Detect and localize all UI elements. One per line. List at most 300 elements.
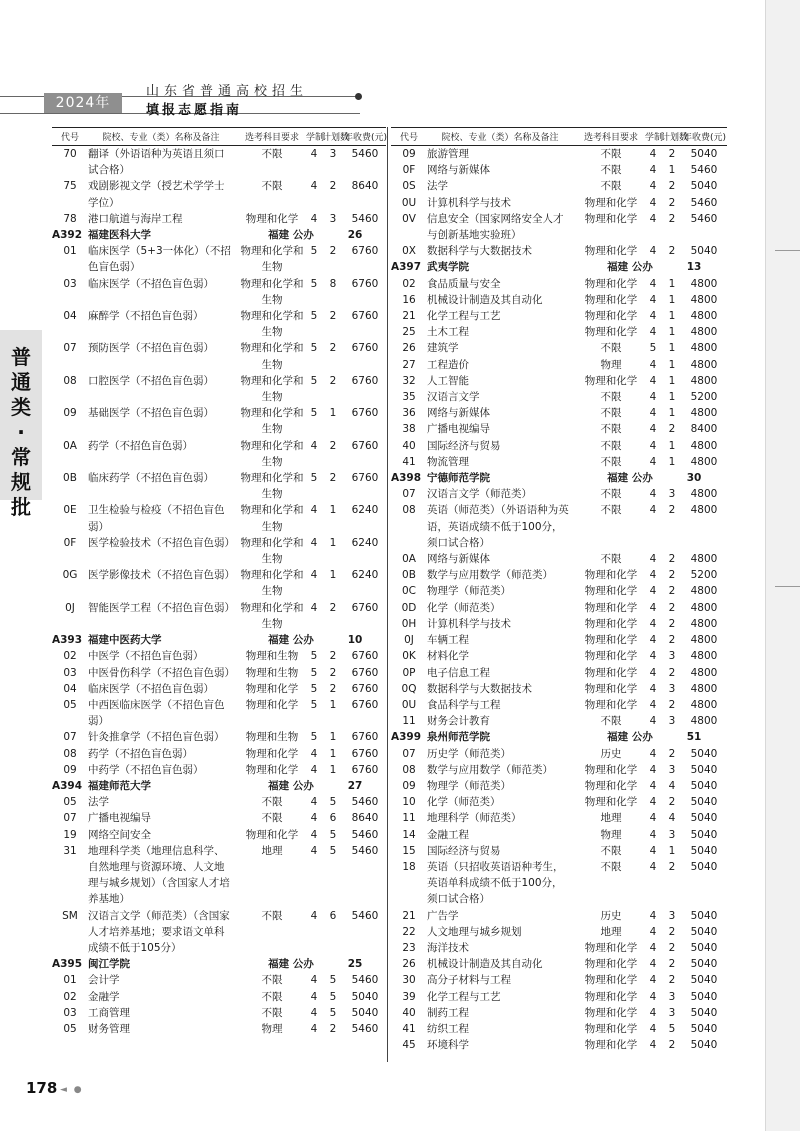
table-row — [391, 616, 727, 632]
major-code: 05 — [63, 698, 77, 711]
program-length: 4 — [649, 504, 657, 517]
major-code: 07 — [63, 812, 77, 825]
school-plan-total: 26 — [347, 229, 363, 242]
major-name: 数据科学与大数据技术 — [427, 682, 532, 695]
annual-fee: 5040 — [690, 925, 718, 938]
plan-count: 1 — [668, 293, 676, 306]
major-code: 0A — [402, 553, 416, 566]
major-name: 人工智能 — [427, 374, 469, 387]
table-row — [52, 470, 386, 502]
page-edge-shadow — [765, 0, 800, 1131]
program-length: 4 — [310, 1006, 318, 1019]
school-row — [391, 259, 727, 275]
subject-requirement: 物理和化学 — [584, 196, 638, 209]
table-row — [391, 195, 727, 211]
major-code: 07 — [63, 342, 77, 355]
program-length: 4 — [310, 796, 318, 809]
annual-fee: 5040 — [690, 860, 718, 873]
school-type: 福建 公办 — [607, 261, 653, 274]
table-row — [52, 373, 386, 405]
annual-fee: 6240 — [351, 569, 379, 582]
table-header — [391, 127, 727, 146]
major-name: 广播电视编导 — [88, 812, 151, 825]
major-code: 0P — [402, 666, 416, 679]
plan-count: 2 — [668, 245, 676, 258]
annual-fee: 4800 — [690, 277, 718, 290]
major-code: 0U — [401, 698, 417, 711]
plan-count: 5 — [329, 990, 337, 1003]
table-row — [391, 486, 727, 502]
subject-requirement: 不限 — [261, 796, 283, 809]
plan-count: 2 — [668, 974, 676, 987]
major-name: 广告学 — [427, 909, 459, 922]
annual-fee: 4800 — [690, 601, 718, 614]
major-name: 化学（师范类） — [427, 796, 501, 809]
major-name: 电子信息工程 — [427, 666, 490, 679]
subject-requirement: 不限 — [261, 180, 283, 193]
annual-fee: 6760 — [351, 310, 379, 323]
major-name: 食品质量与安全 — [427, 277, 501, 290]
table-right — [391, 127, 727, 1053]
table-row — [52, 843, 386, 908]
annual-fee: 5040 — [690, 958, 718, 971]
annual-fee: 5040 — [690, 941, 718, 954]
subject-requirement: 不限 — [600, 488, 622, 501]
major-name: 环境科学 — [427, 1039, 469, 1052]
major-name: 历史学（师范类） — [427, 747, 511, 760]
subject-requirement: 不限 — [261, 1006, 283, 1019]
program-length: 4 — [649, 180, 657, 193]
annual-fee: 5040 — [351, 990, 379, 1003]
major-code: 31 — [63, 844, 77, 857]
school-name: 闽江学院 — [88, 958, 130, 971]
subject-requirement: 物理和化学 — [584, 990, 638, 1003]
annual-fee: 6760 — [351, 472, 379, 485]
table-row — [52, 729, 386, 745]
program-length: 4 — [310, 763, 318, 776]
major-name: 地理科学（师范类） — [427, 812, 522, 825]
table-row — [391, 324, 727, 340]
program-length: 5 — [310, 650, 318, 663]
table-row — [52, 972, 386, 988]
major-name: 医学检验技术（不招色盲色弱） — [88, 536, 235, 549]
table-row — [391, 1021, 727, 1037]
table-row — [391, 843, 727, 859]
table-row — [391, 292, 727, 308]
table-row — [391, 438, 727, 454]
header-code: 代号 — [60, 133, 79, 143]
table-body — [52, 146, 386, 1037]
subject-requirement: 物理和化学 — [584, 326, 638, 339]
subject-requirement: 不限 — [600, 504, 622, 517]
major-code: 0V — [402, 212, 416, 225]
major-name: 工商管理 — [88, 1006, 130, 1019]
subject-requirement: 物理和化学 — [245, 682, 299, 695]
annual-fee: 5200 — [690, 569, 718, 582]
header-dot — [355, 93, 362, 100]
table-row — [52, 405, 386, 437]
school-code: A397 — [391, 261, 422, 274]
plan-count: 2 — [668, 196, 676, 209]
header-length: 学制 — [645, 133, 664, 143]
major-code: 0D — [401, 601, 417, 614]
major-name: 预防医学（不招色盲色弱） — [88, 342, 214, 355]
table-row — [391, 648, 727, 664]
annual-fee: 5200 — [690, 391, 718, 404]
table-row — [52, 746, 386, 762]
annual-fee: 6760 — [351, 342, 379, 355]
subject-requirement: 地理 — [600, 812, 622, 825]
major-name: 财务管理 — [88, 1022, 130, 1035]
major-code: 0U — [401, 196, 417, 209]
subject-requirement: 不限 — [261, 148, 283, 160]
subject-requirement: 物理和化学和生物 — [240, 504, 304, 533]
table-row — [52, 438, 386, 470]
plan-count: 2 — [668, 617, 676, 630]
annual-fee: 5040 — [690, 1006, 718, 1019]
side-label: 普通类·常规批 — [11, 345, 31, 519]
annual-fee: 5460 — [351, 844, 379, 857]
program-length: 5 — [310, 682, 318, 695]
year-badge: 2024年 — [44, 93, 122, 113]
major-code: 03 — [63, 277, 77, 290]
program-length: 4 — [649, 974, 657, 987]
table-row — [52, 308, 386, 340]
annual-fee: 4800 — [690, 585, 718, 598]
subject-requirement: 物理和化学 — [584, 585, 638, 598]
program-length: 4 — [649, 164, 657, 177]
annual-fee: 5460 — [690, 212, 718, 225]
major-name: 卫生检验与检疫（不招色盲色弱） — [88, 504, 225, 533]
table-row — [52, 211, 386, 227]
major-name: 财务会计教育 — [427, 715, 490, 728]
program-length: 4 — [649, 488, 657, 501]
subject-requirement: 物理和化学 — [245, 747, 299, 760]
major-code: 08 — [402, 504, 416, 517]
subject-requirement: 物理和化学 — [584, 601, 638, 614]
major-code: 04 — [63, 310, 77, 323]
plan-count: 3 — [329, 212, 337, 225]
plan-count: 2 — [668, 634, 676, 647]
program-length: 4 — [310, 504, 318, 517]
school-row — [391, 729, 727, 745]
edge-mark — [775, 250, 800, 251]
plan-count: 3 — [668, 715, 676, 728]
subject-requirement: 物理和化学 — [584, 569, 638, 582]
table-row — [391, 746, 727, 762]
plan-count: 1 — [668, 342, 676, 355]
major-name: 临床医学（5+3一体化）（不招色盲色弱） — [88, 245, 231, 274]
school-plan-total: 25 — [347, 958, 363, 971]
annual-fee: 5460 — [351, 212, 379, 225]
school-plan-total: 13 — [686, 261, 702, 274]
school-code: A394 — [52, 779, 83, 792]
annual-fee: 4800 — [690, 488, 718, 501]
major-code: 39 — [402, 990, 416, 1003]
major-name: 化学工程与工艺 — [427, 310, 501, 323]
subject-requirement: 历史 — [600, 909, 622, 922]
program-length: 4 — [649, 682, 657, 695]
plan-count: 2 — [668, 796, 676, 809]
program-length: 4 — [649, 909, 657, 922]
annual-fee: 5460 — [351, 909, 379, 922]
major-code: 0H — [401, 617, 417, 630]
major-name: 英语（只招收英语语种考生，英语单科成绩不低于100分，须口试合格） — [427, 860, 564, 906]
table-left — [52, 127, 386, 1037]
school-code: A392 — [52, 229, 83, 242]
table-row — [391, 810, 727, 826]
annual-fee: 5040 — [351, 1006, 379, 1019]
school-row — [52, 778, 386, 794]
plan-count: 3 — [668, 763, 676, 776]
major-code: 25 — [402, 326, 416, 339]
subject-requirement: 物理和化学 — [584, 958, 638, 971]
plan-count: 5 — [329, 1006, 337, 1019]
subject-requirement: 不限 — [600, 342, 622, 355]
table-row — [52, 697, 386, 729]
header-title-line1: 山东省普通高校招生 — [146, 84, 309, 99]
subject-requirement: 物理和化学 — [584, 779, 638, 792]
subject-requirement: 不限 — [600, 164, 622, 177]
annual-fee: 5040 — [690, 1039, 718, 1052]
subject-requirement: 物理 — [600, 828, 622, 841]
major-name: 口腔医学（不招色盲色弱） — [88, 374, 214, 387]
program-length: 4 — [649, 812, 657, 825]
school-type: 福建 公办 — [607, 731, 653, 744]
table-row — [391, 583, 727, 599]
major-name: 临床医学（不招色盲色弱） — [88, 277, 214, 290]
subject-requirement: 物理和化学 — [245, 698, 299, 711]
major-name: 旅游管理 — [427, 148, 469, 160]
program-length: 5 — [310, 698, 318, 711]
major-code: 16 — [402, 293, 416, 306]
major-name: 汉语言文学（师范类） — [427, 488, 532, 501]
table-row — [391, 956, 727, 972]
major-code: 09 — [63, 407, 77, 420]
plan-count: 2 — [668, 747, 676, 760]
table-row — [391, 1005, 727, 1021]
table-row — [391, 713, 727, 729]
major-code: 11 — [402, 812, 416, 825]
table-row — [52, 762, 386, 778]
major-code: 0Q — [401, 682, 417, 695]
program-length: 4 — [310, 212, 318, 225]
plan-count: 1 — [329, 763, 337, 776]
subject-requirement: 物理和化学和生物 — [240, 374, 304, 404]
major-code: 0S — [402, 180, 416, 193]
major-name: 中医骨伤科学（不招色盲色弱） — [88, 666, 235, 679]
annual-fee: 6760 — [351, 763, 379, 776]
table-row — [391, 762, 727, 778]
major-code: 26 — [402, 958, 416, 971]
plan-count: 6 — [329, 812, 337, 825]
major-code: 14 — [402, 828, 416, 841]
subject-requirement: 物理和化学和生物 — [240, 310, 304, 339]
annual-fee: 6760 — [351, 439, 379, 452]
major-name: 国际经济与贸易 — [427, 844, 501, 857]
plan-count: 8 — [329, 277, 337, 290]
major-code: 75 — [63, 180, 77, 193]
page-number-decoration: ◄ ● — [60, 1085, 84, 1095]
annual-fee: 5040 — [690, 796, 718, 809]
major-code: 0E — [63, 504, 77, 517]
major-name: 数学与应用数学（师范类） — [427, 763, 553, 776]
table-row — [391, 373, 727, 389]
major-code: 08 — [402, 763, 416, 776]
subject-requirement: 物理和化学 — [584, 245, 638, 258]
header-code: 代号 — [399, 133, 418, 143]
subject-requirement: 物理和化学 — [584, 650, 638, 663]
subject-requirement: 不限 — [600, 180, 622, 193]
major-code: 26 — [402, 342, 416, 355]
major-name: 网络空间安全 — [88, 828, 151, 841]
program-length: 4 — [649, 245, 657, 258]
program-length: 4 — [310, 1022, 318, 1035]
table-row — [391, 1037, 727, 1053]
subject-requirement: 物理和化学 — [584, 374, 638, 387]
annual-fee: 4800 — [690, 374, 718, 387]
major-name: 医学影像技术（不招色盲色弱） — [88, 569, 235, 582]
annual-fee: 5040 — [690, 148, 718, 160]
subject-requirement: 物理和化学 — [584, 310, 638, 323]
plan-count: 1 — [329, 569, 337, 582]
subject-requirement: 不限 — [600, 844, 622, 857]
program-length: 5 — [649, 342, 657, 355]
program-length: 4 — [310, 536, 318, 549]
major-name: 法学 — [88, 796, 109, 809]
table-row — [391, 794, 727, 810]
table-row — [391, 827, 727, 843]
major-name: 港口航道与海岸工程 — [88, 212, 183, 225]
major-code: 78 — [63, 212, 77, 225]
program-length: 4 — [649, 407, 657, 420]
major-code: 0B — [63, 472, 77, 485]
school-name: 武夷学院 — [427, 261, 469, 274]
program-length: 4 — [310, 601, 318, 614]
plan-count: 1 — [668, 326, 676, 339]
plan-count: 5 — [668, 1022, 676, 1035]
annual-fee: 5040 — [690, 779, 718, 792]
subject-requirement: 物理和化学和生物 — [240, 536, 304, 566]
major-name: 海洋技术 — [427, 941, 469, 954]
program-length: 4 — [649, 212, 657, 225]
program-length: 4 — [649, 779, 657, 792]
annual-fee: 5040 — [690, 1022, 718, 1035]
major-code: 0K — [402, 650, 416, 663]
table-row — [391, 357, 727, 373]
annual-fee: 6760 — [351, 407, 379, 420]
plan-count: 2 — [668, 958, 676, 971]
major-code: 01 — [63, 974, 77, 987]
program-length: 4 — [649, 569, 657, 582]
table-row — [391, 551, 727, 567]
program-length: 5 — [310, 245, 318, 258]
major-name: 建筑学 — [427, 342, 459, 355]
subject-requirement: 不限 — [261, 990, 283, 1003]
subject-requirement: 物理和生物 — [245, 650, 299, 663]
plan-count: 2 — [329, 245, 337, 258]
table-row — [52, 1021, 386, 1037]
plan-count: 4 — [668, 779, 676, 792]
plan-count: 3 — [668, 650, 676, 663]
plan-count: 3 — [668, 828, 676, 841]
school-name: 宁德师范学院 — [427, 472, 490, 485]
program-length: 4 — [310, 844, 318, 857]
table-row — [391, 778, 727, 794]
major-code: 0G — [62, 569, 78, 582]
major-code: 0J — [65, 601, 75, 614]
plan-count: 2 — [668, 925, 676, 938]
plan-count: 2 — [329, 601, 337, 614]
major-name: 地理科学类（地理信息科学、自然地理与资源环境、人文地理与城乡规划）（含国家人才培养基地） — [88, 844, 230, 906]
annual-fee: 5460 — [351, 828, 379, 841]
plan-count: 2 — [329, 374, 337, 387]
subject-requirement: 地理 — [600, 925, 622, 938]
major-code: 0B — [402, 569, 416, 582]
subject-requirement: 不限 — [600, 455, 622, 468]
program-length: 4 — [649, 828, 657, 841]
annual-fee: 4800 — [690, 310, 718, 323]
program-length: 4 — [649, 293, 657, 306]
major-code: 32 — [402, 374, 416, 387]
major-code: 02 — [63, 650, 77, 663]
table-row — [391, 697, 727, 713]
subject-requirement: 物理和化学 — [584, 634, 638, 647]
subject-requirement: 物理和化学 — [584, 941, 638, 954]
plan-count: 2 — [329, 310, 337, 323]
table-row — [52, 794, 386, 810]
plan-count: 1 — [329, 536, 337, 549]
major-code: 02 — [402, 277, 416, 290]
header-subject: 选考科目要求 — [583, 133, 638, 143]
major-name: 国际经济与贸易 — [427, 439, 501, 452]
subject-requirement: 物理和化学 — [584, 763, 638, 776]
plan-count: 2 — [329, 1022, 337, 1035]
table-row — [391, 940, 727, 956]
header-name: 院校、专业（类）名称及备注 — [441, 133, 559, 143]
major-name: 食品科学与工程 — [427, 698, 501, 711]
major-name: 计算机科学与技术 — [427, 617, 511, 630]
subject-requirement: 物理和化学和生物 — [240, 407, 304, 436]
plan-count: 5 — [329, 844, 337, 857]
program-length: 4 — [649, 148, 657, 160]
table-row — [52, 600, 386, 632]
plan-count: 1 — [329, 747, 337, 760]
plan-count: 1 — [668, 277, 676, 290]
subject-requirement: 物理和化学 — [245, 828, 299, 841]
annual-fee: 5040 — [690, 844, 718, 857]
subject-requirement: 物理和化学和生物 — [240, 472, 304, 501]
plan-count: 5 — [329, 828, 337, 841]
plan-count: 2 — [329, 439, 337, 452]
plan-count: 3 — [668, 488, 676, 501]
major-code: 03 — [63, 666, 77, 679]
annual-fee: 6760 — [351, 682, 379, 695]
major-code: 30 — [402, 974, 416, 987]
major-name: 数学与应用数学（师范类） — [427, 569, 553, 582]
major-code: 38 — [402, 423, 416, 436]
plan-count: 2 — [668, 212, 676, 225]
plan-count: 1 — [668, 844, 676, 857]
subject-requirement: 不限 — [600, 553, 622, 566]
program-length: 4 — [649, 617, 657, 630]
major-code: 0F — [402, 164, 416, 177]
major-code: 40 — [402, 439, 416, 452]
major-name: 金融工程 — [427, 828, 469, 841]
subject-requirement: 物理和化学和生物 — [240, 245, 304, 274]
table-row — [391, 632, 727, 648]
annual-fee: 4800 — [690, 342, 718, 355]
